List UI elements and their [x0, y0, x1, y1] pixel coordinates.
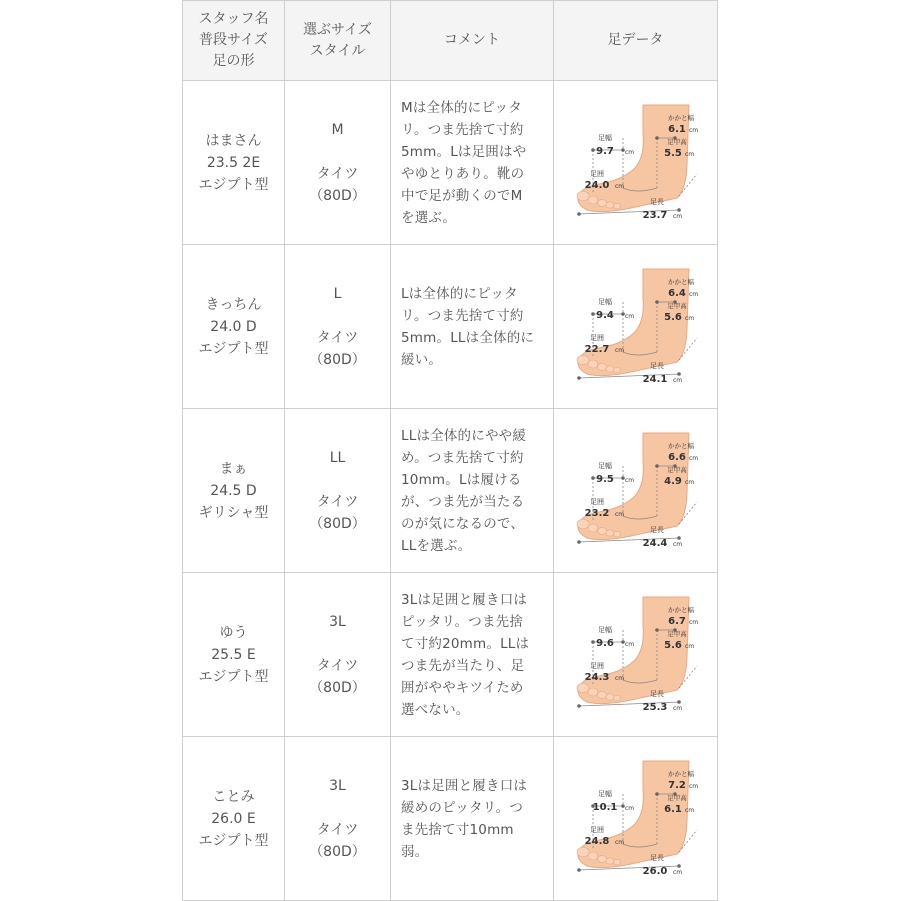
toe-icon	[577, 191, 589, 201]
toe-icon	[606, 858, 614, 864]
staff-name: ゆう	[219, 624, 248, 641]
header-size	[285, 1, 391, 81]
toe-icon	[588, 852, 598, 860]
toe-icon	[588, 688, 598, 696]
heel-width-label: かかと幅	[668, 114, 694, 122]
unit-label: cm	[625, 313, 635, 320]
toe-icon	[577, 683, 589, 693]
usual-size: 24.0 D	[210, 318, 257, 335]
instep-value: 5.5	[664, 148, 682, 159]
comment-line: やゆとりあり。靴の	[401, 165, 525, 182]
toe-icon	[606, 366, 614, 372]
marker-dot	[577, 212, 581, 216]
marker-dot	[655, 464, 659, 468]
comment-line: が、つま先が当たる	[401, 493, 525, 510]
girth-label: 足囲	[590, 498, 604, 506]
style: タイツ	[316, 657, 359, 674]
marker-dot	[591, 148, 595, 152]
foot-shape: エジプト型	[198, 832, 269, 849]
length-label: 足長	[650, 198, 664, 206]
comment-line: Mは全体的にピッタ	[401, 99, 522, 116]
girth-value: 24.8	[584, 836, 610, 847]
foot-diagram	[573, 254, 698, 399]
table-row	[183, 245, 718, 409]
marker-dot	[577, 868, 581, 872]
style: タイツ	[316, 329, 359, 346]
toe-icon	[614, 859, 621, 865]
girth-label: 足囲	[590, 826, 604, 834]
unit-label: cm	[689, 619, 698, 626]
length-value: 24.1	[642, 374, 668, 385]
instep-value: 5.6	[664, 312, 682, 323]
heel-width-label: かかと幅	[668, 278, 694, 286]
header-staff-name: スタッフ名	[198, 11, 269, 27]
unit-label: cm	[689, 455, 698, 462]
staff-cell	[183, 409, 285, 573]
marker-dot	[577, 540, 581, 544]
usual-size: 24.5 D	[210, 482, 257, 499]
foot-data-cell	[554, 81, 718, 245]
toe-icon	[614, 531, 621, 537]
denier: （80D）	[309, 843, 366, 860]
comment-line: 10mm。Lは履ける	[401, 471, 522, 488]
foot-data-cell	[554, 245, 718, 409]
unit-label: cm	[673, 869, 683, 876]
instep-label: 足甲高	[667, 630, 687, 638]
style: タイツ	[316, 821, 359, 838]
toe-icon	[577, 847, 589, 857]
header-foot-shape: 足の形	[212, 53, 255, 69]
foot-width-label: 足幅	[598, 626, 612, 634]
comment-line: リ。つま先捨て寸約	[401, 121, 524, 138]
unit-label: cm	[685, 479, 695, 486]
comment-line: Lは全体的にピッタ	[401, 285, 518, 302]
length-value: 26.0	[642, 866, 668, 877]
comment-line: リ。つま先捨て寸約	[401, 307, 524, 324]
unit-label: cm	[673, 541, 683, 548]
toe-icon	[606, 202, 614, 208]
marker-dot	[577, 704, 581, 708]
marker-dot	[677, 700, 681, 704]
unit-label: cm	[689, 127, 698, 134]
comment-line: 囲がややキツイため	[401, 679, 524, 696]
marker-dot	[677, 208, 681, 212]
unit-label: cm	[685, 643, 695, 650]
unit-label: cm	[625, 805, 635, 812]
instep-label: 足甲高	[667, 794, 687, 802]
header-usual-size: 普段サイズ	[199, 32, 268, 48]
toe-icon	[606, 694, 614, 700]
heel-width-value: 7.2	[668, 780, 686, 791]
heel-width-value: 6.1	[668, 124, 686, 135]
unit-label: cm	[615, 675, 625, 682]
staff-name: はまさん	[205, 132, 262, 149]
toe-icon	[598, 199, 607, 206]
comment-line: ピッタリ。つま先捨	[401, 613, 524, 630]
heel-width-value: 6.4	[668, 288, 686, 299]
instep-value: 6.1	[664, 804, 682, 815]
comment-cell	[391, 573, 554, 737]
unit-label: cm	[689, 291, 698, 298]
girth-value: 22.7	[584, 344, 610, 355]
header-chosen-size: 選ぶサイズ	[303, 21, 372, 38]
comment-cell	[391, 409, 554, 573]
girth-value: 23.2	[584, 508, 610, 519]
foot-width-label: 足幅	[598, 462, 612, 470]
length-label: 足長	[650, 362, 664, 370]
toe-icon	[588, 524, 598, 532]
toe-icon	[614, 367, 621, 373]
staff-name: ことみ	[212, 788, 255, 805]
size-cell	[285, 573, 391, 737]
foot-shape: エジプト型	[198, 340, 269, 357]
chosen-size: 3L	[329, 777, 346, 794]
comment-line: 5mm。Lは足囲はや	[401, 143, 527, 160]
comment-line: 中で足が動くのでM	[401, 187, 523, 204]
comment-line: て寸約20mm。LLは	[401, 635, 530, 652]
heel-width-label: かかと幅	[668, 606, 694, 614]
comment-cell	[391, 81, 554, 245]
header-style: スタイル	[309, 42, 366, 59]
foot-width-value: 9.6	[596, 638, 614, 649]
toe-icon	[577, 519, 589, 529]
staff-cell	[183, 245, 285, 409]
foot-data-cell	[554, 409, 718, 573]
denier: （80D）	[309, 515, 366, 532]
foot-diagram	[573, 746, 698, 891]
comment-line: 3Lは足囲と履き口は	[401, 777, 528, 794]
marker-dot	[655, 300, 659, 304]
instep-label: 足甲高	[667, 466, 687, 474]
girth-value: 24.0	[584, 180, 610, 191]
comment-line: 緩い。	[401, 351, 443, 368]
unit-label: cm	[615, 347, 625, 354]
comment-line: 緩めのピッタリ。つ	[401, 799, 524, 816]
instep-value: 5.6	[664, 640, 682, 651]
unit-label: cm	[615, 511, 625, 518]
unit-label: cm	[673, 377, 683, 384]
unit-label: cm	[625, 149, 635, 156]
marker-dot	[591, 476, 595, 480]
instep-value: 4.9	[664, 476, 682, 487]
unit-label: cm	[685, 151, 695, 158]
foot-width-value: 9.4	[596, 310, 614, 321]
foot-data-cell	[554, 737, 718, 901]
toe-icon	[598, 363, 607, 370]
size-cell	[285, 245, 391, 409]
marker-dot	[655, 792, 659, 796]
foot-width-label: 足幅	[598, 298, 612, 306]
unit-label: cm	[689, 783, 698, 790]
table-row	[183, 737, 718, 901]
denier: （80D）	[309, 187, 366, 204]
toe-icon	[588, 360, 598, 368]
comment-line: 3Lは足囲と履き口は	[401, 591, 528, 608]
toe-icon	[577, 355, 589, 365]
table-row	[183, 81, 718, 245]
unit-label: cm	[673, 705, 683, 712]
length-label: 足長	[650, 690, 664, 698]
heel-width-value: 6.6	[668, 452, 686, 463]
comment-line: 5mm。LLは全体的に	[401, 329, 535, 346]
length-label: 足長	[650, 526, 664, 534]
foot-shape: エジプト型	[198, 668, 269, 685]
staff-name: きっちん	[205, 296, 262, 313]
size-cell	[285, 409, 391, 573]
foot-shape: ギリシャ型	[198, 504, 269, 521]
comment-line: つま先が当たり、足	[401, 657, 525, 674]
unit-label: cm	[685, 807, 695, 814]
toe-icon	[598, 691, 607, 698]
chosen-size: LL	[329, 449, 346, 466]
unit-label: cm	[615, 183, 625, 190]
header-foot-data: 足データ	[554, 1, 718, 81]
toe-icon	[598, 855, 607, 862]
toe-icon	[598, 527, 607, 534]
heel-width-label: かかと幅	[668, 770, 694, 778]
toe-icon	[588, 196, 598, 204]
staff-cell	[183, 573, 285, 737]
header-comment: コメント	[391, 1, 554, 81]
foot-data-cell	[554, 573, 718, 737]
foot-width-value: 9.5	[596, 474, 614, 485]
comment-cell	[391, 245, 554, 409]
foot-diagram	[573, 582, 698, 727]
marker-dot	[591, 312, 595, 316]
marker-dot	[655, 136, 659, 140]
marker-dot	[677, 536, 681, 540]
comment-line: め。つま先捨て寸約	[401, 449, 524, 466]
chosen-size: 3L	[329, 613, 346, 630]
length-value: 24.4	[642, 538, 668, 549]
size-cell	[285, 81, 391, 245]
foot-diagram	[573, 418, 698, 563]
foot-diagram	[573, 90, 698, 235]
marker-dot	[677, 864, 681, 868]
style: タイツ	[316, 165, 359, 182]
header-row	[183, 1, 718, 81]
comment-line: 弱。	[401, 843, 429, 860]
table-row	[183, 409, 718, 573]
staff-cell	[183, 737, 285, 901]
instep-label: 足甲高	[667, 138, 687, 146]
unit-label: cm	[625, 641, 635, 648]
length-label: 足長	[650, 854, 664, 862]
length-value: 23.7	[642, 210, 668, 221]
foot-width-label: 足幅	[598, 134, 612, 142]
chosen-size: L	[333, 285, 342, 302]
usual-size: 25.5 E	[211, 646, 256, 663]
unit-label: cm	[615, 839, 625, 846]
unit-label: cm	[685, 315, 695, 322]
girth-label: 足囲	[590, 662, 604, 670]
size-cell	[285, 737, 391, 901]
marker-dot	[591, 640, 595, 644]
comment-cell	[391, 737, 554, 901]
comment-line: を選ぶ。	[401, 209, 457, 226]
girth-label: 足囲	[590, 334, 604, 342]
foot-width-value: 9.7	[596, 146, 614, 157]
girth-label: 足囲	[590, 170, 604, 178]
marker-dot	[577, 376, 581, 380]
comment-line: LLを選ぶ。	[401, 537, 472, 554]
comment-line: LLは全体的にやや緩	[401, 427, 527, 444]
heel-width-label: かかと幅	[668, 442, 694, 450]
girth-value: 24.3	[584, 672, 610, 683]
comment-line: ま先捨て寸10mm	[401, 821, 514, 838]
denier: （80D）	[309, 679, 366, 696]
table-row	[183, 573, 718, 737]
usual-size: 23.5 2E	[206, 154, 261, 171]
heel-width-value: 6.7	[668, 616, 686, 627]
denier: （80D）	[309, 351, 366, 368]
header-staff	[183, 1, 285, 81]
comment-line: のが気になるので、	[401, 515, 525, 532]
foot-width-label: 足幅	[598, 790, 612, 798]
marker-dot	[677, 372, 681, 376]
staff-cell	[183, 81, 285, 245]
toe-icon	[614, 203, 621, 209]
foot-width-value: 10.1	[592, 802, 618, 813]
style: タイツ	[316, 493, 359, 510]
staff-name: まぁ	[219, 460, 248, 477]
toe-icon	[614, 695, 621, 701]
length-value: 25.3	[642, 702, 668, 713]
usual-size: 26.0 E	[211, 810, 256, 827]
foot-shape: エジプト型	[198, 176, 269, 193]
staff-fit-table	[182, 0, 718, 901]
toe-icon	[606, 530, 614, 536]
unit-label: cm	[673, 213, 683, 220]
unit-label: cm	[625, 477, 635, 484]
chosen-size: M	[331, 121, 344, 138]
marker-dot	[655, 628, 659, 632]
comment-line: 選べない。	[401, 701, 470, 718]
instep-label: 足甲高	[667, 302, 687, 310]
